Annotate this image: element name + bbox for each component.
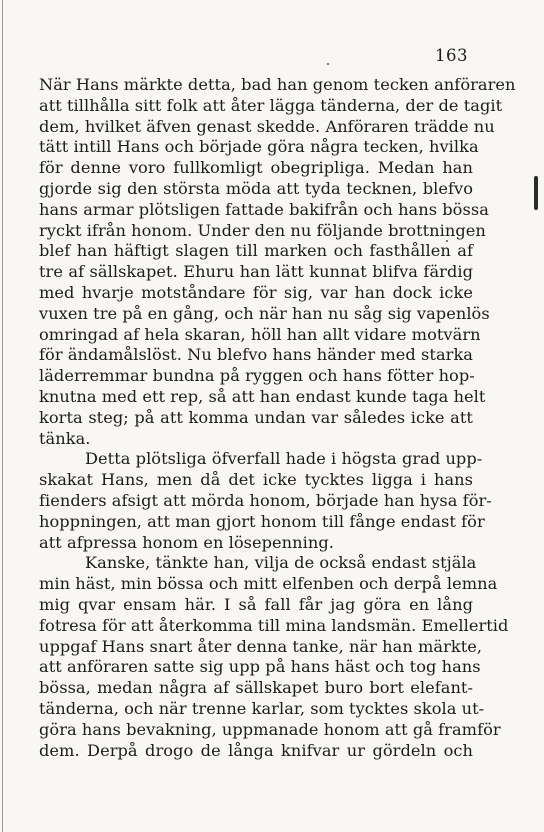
text-line: bössa, medan några af sällskapet buro bort elefant- [39, 678, 473, 698]
text-line: När Hans märkte detta, bad han genom tecken anföraren [39, 75, 516, 94]
text-line: tänderna, och när trenne karlar, som tycktes skola ut- [39, 698, 485, 718]
text-line: omringad af hela skaran, höll han allt vidare motvärn [39, 324, 481, 344]
text-line: tätt intill Hans och började göra några tecken, hvilka [39, 137, 479, 157]
text-line: fotresa för att återkomma till mina landsmän. Emellertid [39, 615, 509, 635]
text-line: knutna med ett rep, så att han endast kunde taga helt [39, 386, 486, 406]
text-line: för denne voro fullkomligt obegripliga. Medan han [39, 158, 473, 178]
body-text [39, 75, 516, 761]
text-line: skakat Hans, men då det icke tycktes ligga i hans [39, 470, 473, 490]
text-line: göra hans bevakning, uppmanade honom att gå framför [39, 719, 501, 739]
text-line: för ändamålslöst. Nu blefvo hans händer med starka [39, 345, 473, 365]
text-line: min häst, min bössa och mitt elfenben och derpå lemna [39, 574, 498, 594]
page-number: 163 [435, 46, 468, 65]
text-line: att afpressa honom en lösepenning. [39, 532, 334, 552]
text-line: vuxen tre på en gång, och när han nu såg sig vapenlös [39, 303, 490, 323]
text-line: dem. Derpå drogo de långa knifvar ur gördeln och [39, 740, 473, 760]
text-line: ryckt ifrån honom. Under den nu följande brottningen [39, 220, 486, 240]
text-line: blef han häftigt slagen till marken och fasthållen af [39, 241, 473, 261]
text-line: tre af sällskapet. Ehuru han lätt kunnat blifva färdig [39, 262, 473, 282]
text-line: hoppningen, att man gjort honom till fånge endast för [39, 511, 485, 531]
text-line: dem, hvilket äfven genast skedde. Anföraren trädde nu [39, 116, 495, 136]
text-line: uppgaf Hans snart åter denna tanke, när han märkte, [39, 636, 483, 656]
margin-mark [534, 176, 538, 210]
text-line: gjorde sig den största möda att tyda tecknen, blefvo [39, 178, 473, 198]
text-line: hans armar plötsligen fattade bakifrån och hans bössa [39, 199, 489, 219]
text-line: Detta plötsliga öfverfall hade i högsta grad upp- [85, 449, 483, 469]
text-line: att tillhålla sitt folk att åter lägga tänderna, der de tagit [39, 95, 503, 115]
text-line: mig qvar ensam här. I så fall får jag göra en lång [39, 594, 473, 614]
text-line: att anföraren satte sig upp på hans häst och tog hans [39, 657, 481, 677]
text-line: fienders afsigt att mörda honom, började han hysa för- [39, 490, 492, 510]
page-edge-line [2, 0, 3, 832]
text-line: korta steg; på att komma undan var således icke att [39, 407, 473, 427]
text-line: Kanske, tänkte han, vilja de också endast stjäla [85, 553, 477, 573]
text-line: tänka. [39, 428, 91, 448]
text-line: med hvarje motståndare för sig, var han dock icke [39, 282, 473, 302]
print-speck [327, 63, 329, 65]
text-line: läderremmar bundna på ryggen och hans fötter hop- [39, 366, 475, 386]
